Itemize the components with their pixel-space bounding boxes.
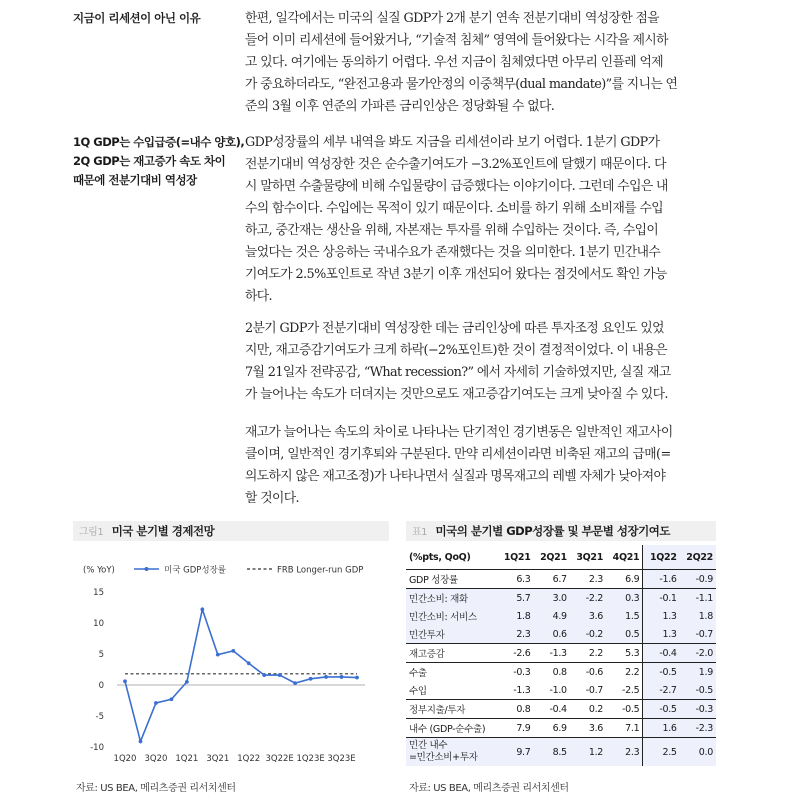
paragraph-line: 의도하지 않은 재고조정)가 나타나면서 실질과 명목재고의 레벨 자체가 낮아져야: [245, 469, 666, 484]
table-row: [406, 719, 716, 738]
column-header: 1Q21: [497, 545, 533, 570]
table-cell: 0.8: [497, 700, 533, 719]
paragraph-4: [245, 422, 717, 510]
table-cell: 7.1: [606, 719, 643, 738]
table-cell: -1.3: [513, 684, 531, 696]
table-cell: 0.6: [534, 625, 570, 644]
figure-title: 미국 분기별 경제전망: [111, 524, 215, 538]
table-cell: -0.3: [497, 663, 533, 682]
table-cell: 6.7: [552, 573, 567, 585]
table-row: [406, 738, 716, 767]
x-tick-label: 1Q22: [237, 754, 261, 764]
x-tick-label: 1Q20: [113, 754, 137, 764]
table-row: [406, 700, 716, 719]
legend-label-gdp: 미국 GDP성장률: [164, 565, 227, 576]
table-cell: 2.3: [606, 738, 643, 767]
table-cell: 6.3: [516, 573, 531, 585]
y-tick-label: 5: [98, 650, 104, 660]
table-cell: 2.3: [588, 573, 604, 585]
paragraph-line: 들어 이미 리세션에 들어왔거나, “기술적 침체” 영역에 들어왔다는 시각을 제시하: [245, 33, 668, 48]
table-unit-header: (%pts, QoQ): [406, 545, 497, 570]
paragraph-line: 할 것이다.: [245, 491, 299, 506]
paragraph-line: 재고가 늘어나는 속도의 차이로 나타나는 단기적인 경기변동은 일반적인 재고사이: [245, 425, 673, 440]
table-cell: -2.2: [570, 589, 606, 608]
y-tick-label: -5: [95, 712, 104, 722]
row-label: 수출: [406, 663, 497, 682]
row-label-line: =민간소비+투자: [409, 752, 478, 763]
gdp-point: [340, 675, 344, 679]
y-tick-label: 15: [93, 588, 104, 598]
row-label: [406, 738, 497, 767]
table-cell: -1.3: [534, 644, 570, 663]
table-cell: -0.4: [534, 700, 570, 719]
table-cell: 4.9: [534, 607, 570, 625]
table-cell: 2.2: [606, 663, 643, 682]
paragraph-line: 하다.: [245, 289, 272, 304]
x-tick-label: 3Q20: [144, 754, 168, 764]
x-tick-label: 3Q21: [206, 754, 230, 764]
table-cell: -0.2: [570, 625, 606, 644]
table-source: 자료: US BEA, 메리츠증권 리서치센터: [409, 783, 569, 794]
paragraph-line: 클이며, 일반적인 경기후퇴와 구분된다. 만약 리세션이라면 비축된 재고의 급매(=: [245, 447, 671, 462]
table-cell: 1.3: [643, 607, 680, 625]
table-cell: -2.6: [497, 644, 533, 663]
table-cell: -2.7: [643, 681, 680, 700]
table-row: [406, 644, 716, 663]
table-cell: -1.0: [549, 684, 567, 696]
table-row: [406, 625, 716, 644]
table-cell: -0.9: [680, 570, 716, 589]
row-label: 내수 (GDP-순수출): [406, 719, 497, 738]
table-cell: 8.5: [534, 738, 570, 767]
table-cell: -0.5: [643, 700, 680, 719]
paragraph-line: 고 있다. 여기에는 동의하기 어렵다. 우선 지금이 침체였다면 아무리 인플레 억제: [245, 55, 663, 70]
y-tick-label: -10: [90, 743, 104, 753]
table-cell: -0.4: [643, 644, 680, 663]
gdp-point: [247, 661, 251, 665]
row-label: 재고증감: [406, 644, 497, 663]
table-cell: 0.8: [534, 663, 570, 682]
paragraph-2: [245, 132, 717, 308]
paragraph-line: 전분기대비 역성장한 것은 순수출기여도가 −3.2%포인트에 달했기 때문이다. 다: [245, 157, 666, 172]
gdp-point: [170, 697, 174, 701]
paragraph-line: 가 중요하더라도, “완전고용과 물가안정의 이중책무(dual mandate)”를 지니는 연: [245, 77, 678, 92]
table-cell: 1.2: [570, 738, 606, 767]
paragraph-line: 지만, 재고증감기여도가 크게 하락(−2%포인트)한 것이 결정적이었다. 이 내용은: [245, 343, 668, 358]
table-cell: 1.5: [606, 607, 643, 625]
table-cell: 3.6: [570, 719, 606, 738]
table-cell: 5.3: [606, 644, 643, 663]
x-tick-label: 3Q23E: [327, 754, 356, 764]
gdp-point: [123, 679, 127, 683]
figure-header: [73, 521, 389, 541]
paragraph-line: GDP성장률의 세부 내역을 봐도 지금을 리세션이라 보기 어렵다. 1분기 GDP가: [245, 135, 660, 150]
gdp-point: [293, 681, 297, 685]
gdp-point: [139, 740, 143, 744]
side-line: 2Q GDP는 재고증가 속도 차이: [73, 154, 226, 168]
figure-label: 그림1: [79, 527, 104, 538]
table-cell: -2.0: [680, 644, 716, 663]
table-cell: 0.3: [606, 589, 643, 608]
table-cell: 6.9: [534, 719, 570, 738]
table-cell: -1.6: [643, 570, 680, 589]
table-row: [406, 663, 716, 682]
table-cell: -0.7: [585, 684, 604, 696]
table-row: [406, 607, 716, 625]
table-cell: 3.6: [570, 607, 606, 625]
y-tick-label: 0: [98, 681, 104, 691]
paragraph-line: 2분기 GDP가 전분기대비 역성장한 데는 금리인상에 따른 투자조정 요인도 있었: [245, 321, 664, 336]
gdp-point: [185, 680, 189, 684]
column-header: 3Q21: [570, 545, 606, 570]
row-label: 민간소비: 재화: [406, 589, 497, 608]
paragraph-line: 시 말하면 수출물량에 비해 수입물량이 급증했다는 이야기이다. 그런데 수입은 내: [245, 179, 668, 194]
table-cell: 0.0: [680, 738, 716, 767]
table-row: [406, 681, 716, 700]
paragraph-3: [245, 318, 717, 406]
side-heading-2: [73, 133, 244, 190]
x-tick-label: 1Q23E: [296, 754, 325, 764]
table-cell: 3.0: [534, 589, 570, 608]
table-cell: 9.7: [497, 738, 533, 767]
x-tick-label: 1Q21: [175, 754, 199, 764]
row-label: 정부지출/투자: [406, 700, 497, 719]
table-cell: 5.7: [497, 589, 533, 608]
table-cell: -0.5: [643, 663, 680, 682]
paragraph-line: 7월 21일자 전략공감, “What recession?” 에서 자세히 기술하였지만, 실질 재고: [245, 365, 671, 380]
table-row: [406, 589, 716, 608]
table-cell: 1.9: [680, 663, 716, 682]
table-cell: 0.2: [570, 700, 606, 719]
table-header: [406, 521, 716, 541]
figure-source: 자료: US BEA, 메리츠증권 리서치센터: [76, 783, 236, 794]
gdp-point: [216, 653, 220, 657]
paragraph-line: 기여도가 2.5%포인트로 작년 3분기 이후 개선되어 왔다는 점것에서도 확인 가능: [245, 267, 667, 282]
side-line: 1Q GDP는 수입급증(=내수 양호),: [73, 135, 245, 149]
table-title: 미국의 분기별 GDP성장률 및 부문별 성장기여도: [435, 524, 670, 538]
paragraph-line: 가 늘어나는 속도가 더뎌지는 것만으로도 재고증감기여도는 크게 낮아질 수 있다.: [245, 387, 668, 402]
gdp-point: [309, 677, 313, 681]
table-cell: -0.1: [643, 589, 680, 608]
chart-legend: [134, 565, 363, 576]
gdp-point: [324, 675, 328, 679]
table-cell: -2.5: [622, 684, 640, 696]
table-cell: -2.3: [680, 719, 716, 738]
table-cell: 1.6: [643, 719, 680, 738]
table-cell: 2.2: [570, 644, 606, 663]
gdp-point: [200, 607, 204, 611]
gdp-contribution-table: [406, 545, 716, 766]
paragraph-line: 하고, 중간재는 생산을 위해, 자본재는 투자를 위해 수입하는 것이다. 즉, 수입이: [245, 223, 659, 238]
table-cell: 2.3: [497, 625, 533, 644]
table-cell: -0.6: [570, 663, 606, 682]
table-cell: 1.8: [497, 607, 533, 625]
table-cell: 6.9: [625, 573, 640, 585]
gdp-point: [278, 673, 282, 677]
column-header: 2Q21: [534, 545, 570, 570]
side-line: 지금이 리세션이 아닌 이유: [73, 11, 201, 25]
gdp-line-chart: [73, 548, 383, 773]
table-row: [406, 570, 716, 589]
y-tick-label: 10: [93, 619, 104, 629]
x-tick-label: 3Q22E: [265, 754, 294, 764]
table-cell: 2.5: [643, 738, 680, 767]
side-heading-1: [73, 9, 200, 28]
gdp-point: [231, 649, 235, 653]
table-cell: 7.9: [497, 719, 533, 738]
table-cell: -0.5: [680, 681, 716, 700]
side-line: 때문에 전분기대비 역성장: [73, 173, 197, 187]
paragraph-1: [245, 8, 717, 118]
y-axis-unit: (% YoY): [83, 565, 115, 576]
table-label: 표1: [412, 527, 428, 538]
gdp-growth-line: [125, 609, 357, 741]
table-cell: -1.1: [680, 589, 716, 608]
gdp-point: [262, 673, 266, 677]
paragraph-line: 준의 3월 이후 연준의 가파른 금리인상은 정당화될 수 없다.: [245, 99, 555, 114]
row-label: GDP 성장률: [409, 575, 458, 586]
paragraph-line: 늘었다는 것은 상응하는 국내수요가 존재했다는 것을 의미한다. 1분기 민간내수: [245, 245, 661, 260]
legend-label-frb: FRB Longer-run GDP: [277, 565, 364, 576]
table-cell: -0.3: [680, 700, 716, 719]
row-label-line: 민간 내수: [409, 740, 448, 751]
paragraph-line: 수의 함수이다. 수입에는 목적이 있기 때문이다. 소비를 하기 위해 소비재를 수입: [245, 201, 663, 216]
table-cell: 1.3: [643, 625, 680, 644]
row-label: 민간투자: [406, 625, 497, 644]
table-cell: -0.7: [680, 625, 716, 644]
table-cell: 0.5: [606, 625, 643, 644]
legend-marker-gdp: [145, 567, 149, 571]
paragraph-line: 한편, 일각에서는 미국의 실질 GDP가 2개 분기 연속 전분기대비 역성장한 점을: [245, 11, 660, 26]
column-header: 4Q21: [606, 545, 643, 570]
table-cell: 1.8: [680, 607, 716, 625]
column-header: 1Q22: [643, 545, 680, 570]
gdp-point: [154, 701, 158, 705]
gdp-point: [355, 676, 359, 680]
row-label: 민간소비: 서비스: [406, 607, 497, 625]
row-label: 수입: [409, 686, 427, 697]
column-header: 2Q22: [680, 545, 716, 570]
table-cell: -0.5: [606, 700, 643, 719]
